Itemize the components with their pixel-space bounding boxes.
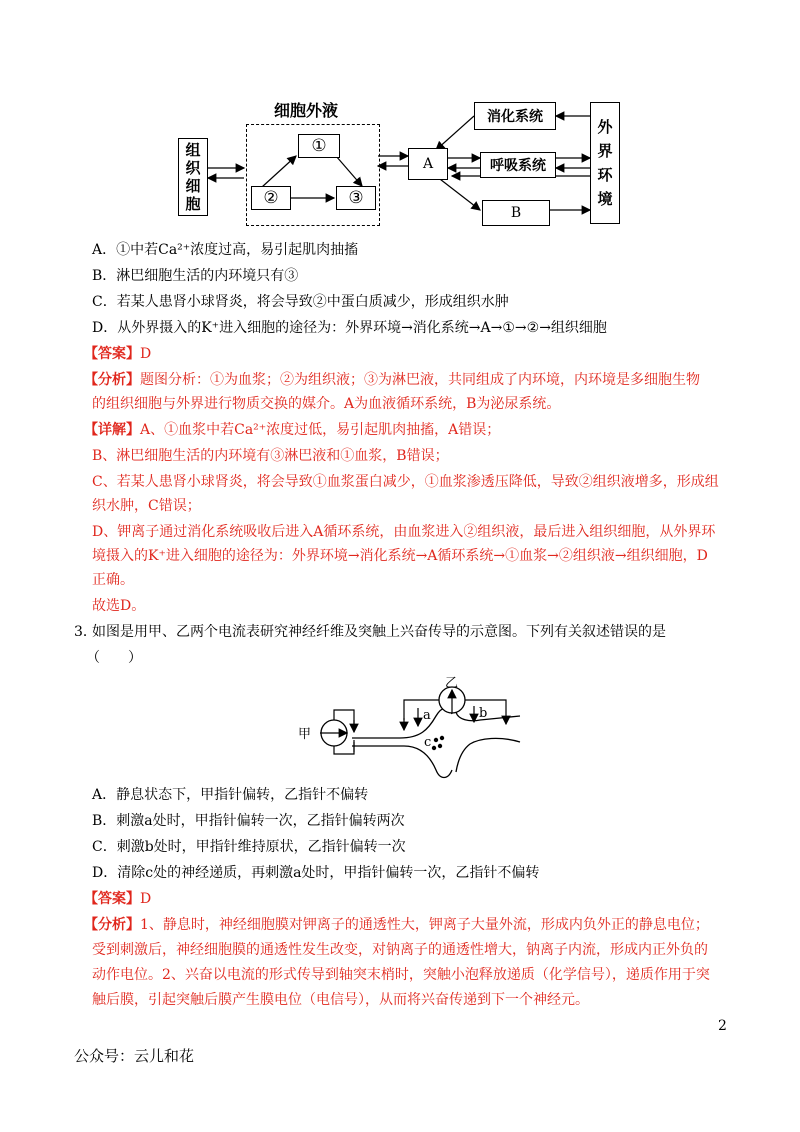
q2-detail-line-4: 织水肿，C错误； — [92, 498, 201, 514]
q2-option-d: D．从外界摄入的K⁺进入细胞的途径为：外界环境→消化系统→A→①→②→组织细胞 — [92, 320, 607, 336]
a-box: A — [408, 148, 448, 180]
body-fluid-diagram — [0, 0, 800, 240]
b-box: B — [482, 200, 550, 226]
q2-detail-line-8: 故选D。 — [92, 598, 146, 614]
extracellular-label: 细胞外液 — [274, 101, 339, 120]
q3-answer: 【答案】D — [84, 891, 152, 907]
q3-number: 3． — [74, 624, 97, 640]
q2-detail-line-5: D、钾离子通过消化系统吸收后进入A循环系统，由血浆进入②组织液，最后进入组织细胞，从外界环 — [92, 524, 716, 540]
footer-wechat: 公众号：云儿和花 — [74, 1047, 195, 1065]
page-number: 2 — [718, 1018, 727, 1034]
q2-detail-line-3: C、若某人患肾小球肾炎，将会导致①血浆蛋白减少，①血浆渗透压降低，导致②组织液增多，形成组 — [92, 474, 719, 490]
q3-option-c: C．刺激b处时，甲指针维持原状，乙指针偏转一次 — [92, 839, 406, 855]
q2-analysis-line-1: 【分析】题图分析：①为血浆；②为组织液；③为淋巴液，共同组成了内环境，内环境是多细胞生物 — [84, 372, 700, 388]
q2-answer: 【答案】D — [84, 346, 152, 362]
digestive-system-box: 消化系统 — [474, 102, 556, 130]
q3-paren: （ ） — [86, 650, 142, 666]
q3-option-a: A．静息状态下，甲指针偏转，乙指针不偏转 — [92, 787, 369, 803]
label-c: c — [424, 735, 432, 750]
q3-analysis-line-3: 动作电位。2、兴奋以电流的形式传导到轴突末梢时，突触小泡释放递质（化学信号），递质作用于突 — [92, 967, 710, 983]
q3-analysis-line-4: 触后膜，引起突触后膜产生膜电位（电信号），从而将兴奋传递到下一个神经元。 — [92, 992, 589, 1008]
tissue-cell-box: 组 织 细 胞 — [178, 138, 208, 216]
label-b: b — [479, 706, 488, 721]
respiratory-system-box: 呼吸系统 — [480, 152, 556, 178]
tissue-fluid-box: ② — [251, 186, 291, 210]
plasma-box: ① — [298, 134, 340, 158]
q3-analysis-line-2: 受到刺激后，神经细胞膜的通透性发生改变，对钠离子的通透性增大，钠离子内流，形成内正外负的 — [92, 942, 708, 958]
q2-detail-line-1: 【详解】A、①血浆中若Ca²⁺浓度过低，易引起肌肉抽搐，A错误； — [84, 422, 501, 438]
lymph-box: ③ — [336, 186, 376, 210]
q2-detail-line-7: 正确。 — [92, 572, 134, 588]
q2-option-b: B．淋巴细胞生活的内环境只有③ — [92, 268, 299, 284]
q3-option-d: D．清除c处的神经递质，再刺激a处时，甲指针偏转一次，乙指针不偏转 — [92, 865, 540, 881]
q2-analysis-line-2: 的组织细胞与外界进行物质交换的媒介。A为血液循环系统，B为泌尿系统。 — [92, 396, 561, 412]
q2-option-c: C．若某人患肾小球肾炎，将会导致②中蛋白质减少，形成组织水肿 — [92, 294, 509, 310]
q3-stem: 如图是用甲、乙两个电流表研究神经纤维及突触上兴奋传导的示意图。下列有关叙述错误的是 — [92, 624, 666, 640]
label-a: a — [423, 708, 431, 723]
nerve-synapse-diagram — [0, 660, 800, 780]
q2-option-a: A．①中若Ca²⁺浓度过高，易引起肌肉抽搐 — [92, 242, 359, 258]
meter-yi-label: 乙 — [445, 676, 459, 691]
q3-analysis-line-1: 【分析】1、静息时，神经细胞膜对钾离子的通透性大，钾离子大量外流，形成内负外正的静息电位； — [84, 917, 709, 933]
q2-detail-line-2: B、淋巴细胞生活的内环境有③淋巴液和①血浆，B错误； — [92, 448, 449, 464]
q3-option-b: B．刺激a处时，甲指针偏转一次，乙指针偏转两次 — [92, 813, 405, 829]
q2-detail-line-6: 境摄入的K⁺进入细胞的途径为：外界环境→消化系统→A循环系统→①血浆→②组织液→组织细胞，D — [92, 548, 708, 564]
meter-jia-label: 甲 — [298, 727, 312, 742]
external-environment-box: 外 界 环 境 — [590, 102, 620, 224]
